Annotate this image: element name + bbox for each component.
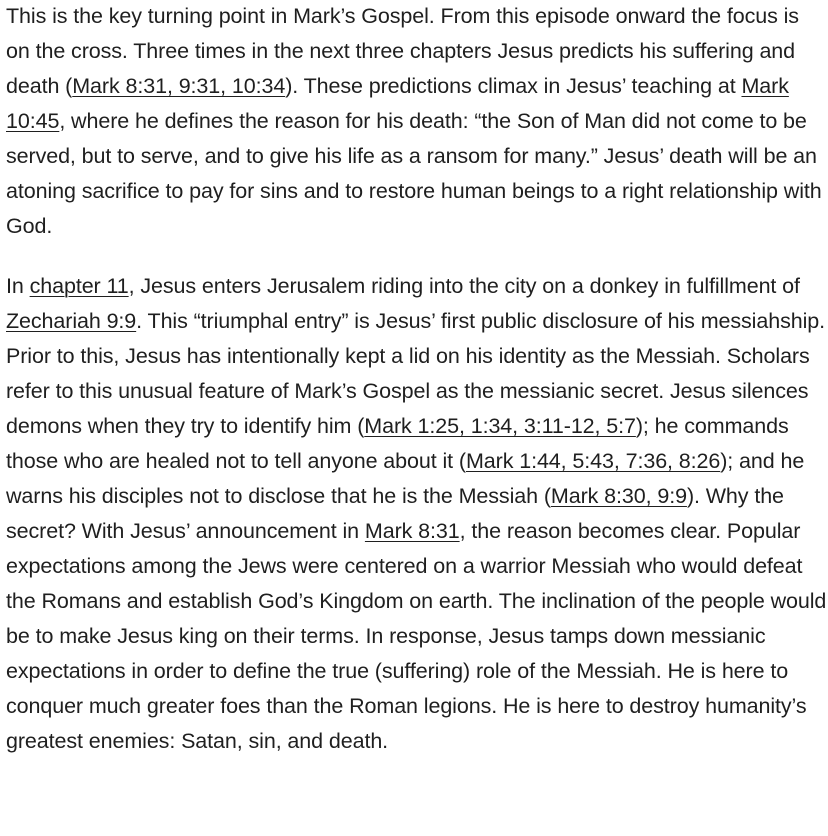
text-segment: . This “triumphal entry” is Jesus’ first public disclosure of his messiahship. Prior to this, Jesus has intentionally kept a lid on his identity as the Messiah. Scholars refer to this unusual feature of Mark’s Gospel as the messianic secret. Jesus silences demons when they try to identify him (: [6, 309, 825, 438]
scripture-link-mark-disciples-warned[interactable]: Mark 8:30, 9:9: [550, 484, 687, 508]
paragraph-turning-point: [6, 0, 828, 244]
text-segment: , Jesus enters Jerusalem riding into the city on a donkey in fulfillment of: [128, 274, 800, 298]
text-segment: ). Why the secret? With Jesus’ announcement in: [6, 484, 784, 543]
scripture-link-mark-healed-silenced[interactable]: Mark 1:44, 5:43, 7:36, 8:26: [465, 449, 721, 473]
scripture-link-mark-demons-silenced[interactable]: Mark 1:25, 1:34, 3:11-12, 5:7: [364, 414, 636, 438]
text-segment: ); he commands those who are healed not to tell anyone about it (: [6, 414, 789, 473]
text-segment: In: [6, 274, 30, 298]
scripture-link-chapter-11[interactable]: chapter 11: [29, 274, 129, 298]
scripture-link-mark-8-31[interactable]: Mark 8:31: [364, 519, 460, 543]
scripture-link-zechariah-9-9[interactable]: Zechariah 9:9: [6, 309, 137, 333]
text-segment: , the reason becomes clear. Popular expectations among the Jews were centered on a warrior Messiah who would defeat the Romans and establish God’s Kingdom on earth. The inclination of the people would be to make Jesus king on their terms. In response, Jesus tamps down messianic expectations in order to define the true (suffering) role of the Messiah. He is here to conquer much greater foes than the Roman legions. He is here to destroy humanity’s greatest enemies: Satan, sin, and death.: [6, 519, 827, 753]
paragraph-messianic-secret: [6, 269, 828, 759]
text-segment: ). These predictions climax in Jesus’ teaching at: [285, 74, 742, 98]
text-segment: , where he defines the reason for his death: “the Son of Man did not come to be served, but to serve, and to give his life as a ransom for many.” Jesus’ death will be an atoning sacrifice to pay for sins and to restore human beings to a right relationship with God.: [6, 109, 822, 238]
scripture-link-mark-passion-predictions[interactable]: Mark 8:31, 9:31, 10:34: [72, 74, 286, 98]
scripture-link-mark-10-45[interactable]: Mark 10:45: [6, 74, 789, 133]
text-segment: ); and he warns his disciples not to disclose that he is the Messiah (: [6, 449, 805, 508]
text-segment: This is the key turning point in Mark’s Gospel. From this episode onward the focus is on the cross. Three times in the next three chapters Jesus predicts his suffering and death (: [6, 4, 799, 98]
